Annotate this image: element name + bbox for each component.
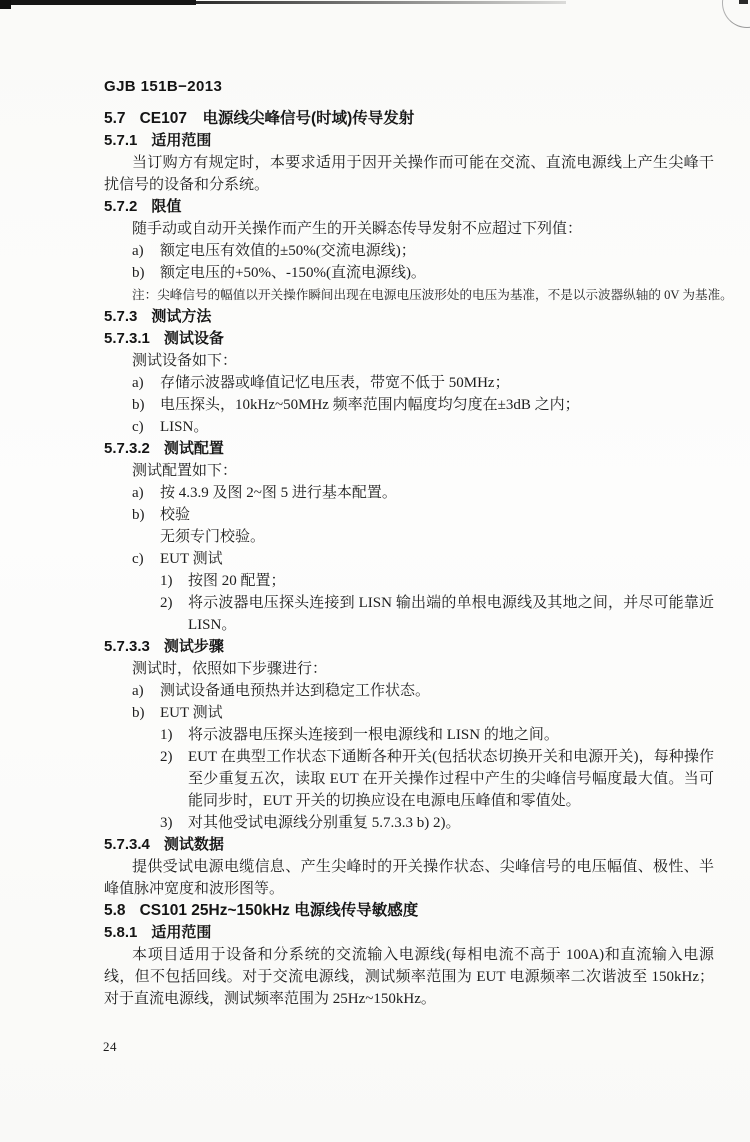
- heading-title: 限值: [151, 198, 182, 215]
- list-text: 额定电压有效值的±50%(交流电源线)；: [160, 243, 416, 259]
- section-heading: [104, 328, 714, 350]
- document-content: [104, 108, 733, 1010]
- heading-title: CE107 电源线尖峰信号(时域)传导发射: [139, 110, 415, 127]
- standard-code-header: GJB 151B−2013: [104, 78, 223, 95]
- body-paragraph: 随手动或自动开关操作而产生的开关瞬态传导发射不应超过下列值：: [132, 221, 583, 237]
- list-item: [104, 372, 714, 394]
- section-heading: [104, 900, 714, 922]
- list-marker: 1): [160, 573, 173, 589]
- list-item: [104, 548, 714, 570]
- list-marker: c): [132, 419, 144, 435]
- list-item: [104, 504, 714, 526]
- heading-number: 5.7.1: [104, 132, 138, 149]
- heading-title: 适用范围: [151, 132, 212, 149]
- list-item: [104, 394, 714, 416]
- list-text: 额定电压的+50%、-150%(直流电源线)。: [160, 265, 426, 281]
- list-item: [104, 416, 714, 438]
- list-marker: 2): [160, 749, 173, 765]
- body-paragraph: 提供受试电源电缆信息、产生尖峰时的开关操作状态、尖峰信号的电压幅值、极性、半峰值脉冲宽度和波形图等。: [104, 859, 714, 897]
- list-item: [104, 680, 714, 702]
- heading-number: 5.8.1: [104, 924, 138, 941]
- body-paragraph: 无须专门校验。: [160, 529, 266, 545]
- list-text: EUT 在典型工作状态下通断各种开关(包括状态切换开关和电源开关)，每种操作至少重复五次，读取 EUT 在开关操作过程中产生的尖峰信号幅度最大值。当可能同步时，EUT 开关的切换应设在电源电压峰值和零值处。: [188, 749, 714, 809]
- scan-edge-artifact: [0, 0, 196, 5]
- list-marker: 1): [160, 727, 173, 743]
- list-marker: b): [132, 507, 145, 523]
- section-heading: [104, 636, 714, 658]
- list-marker: a): [132, 375, 144, 391]
- heading-number: 5.7.3.2: [104, 440, 150, 457]
- sub-list-item: [104, 812, 714, 834]
- heading-number: 5.7.2: [104, 198, 138, 215]
- list-text: 按 4.3.9 及图 2~图 5 进行基本配置。: [160, 485, 397, 501]
- list-text: 将示波器电压探头连接到 LISN 输出端的单根电源线及其地之间，并尽可能靠近 LISN。: [188, 595, 714, 633]
- scan-edge-artifact: [196, 1, 566, 4]
- heading-title: 测试配置: [163, 440, 224, 457]
- body-paragraph: 测试时，依照如下步骤进行：: [132, 661, 328, 677]
- list-marker: 3): [160, 815, 173, 831]
- list-marker: b): [132, 265, 145, 281]
- list-marker: 2): [160, 595, 173, 611]
- heading-title: CS101 25Hz~150kHz 电源线传导敏感度: [139, 902, 419, 919]
- list-item: [104, 482, 714, 504]
- list-text: 电压探头，10kHz~50MHz 频率范围内幅度均匀度在±3dB 之内；: [160, 397, 580, 413]
- sub-list-item: [104, 724, 714, 746]
- list-text: EUT 测试: [160, 705, 223, 721]
- list-marker: a): [132, 683, 144, 699]
- heading-number: 5.8: [104, 902, 126, 919]
- list-text: 对其他受试电源线分别重复 5.7.3.3 b) 2)。: [188, 815, 461, 831]
- heading-number: 5.7: [104, 110, 126, 127]
- list-item: [104, 240, 714, 262]
- list-text: 存储示波器或峰值记忆电压表，带宽不低于 50MHz；: [160, 375, 510, 391]
- section-heading: [104, 438, 714, 460]
- body-paragraph: 测试设备如下：: [132, 353, 238, 369]
- heading-title: 测试设备: [163, 330, 224, 347]
- list-marker: a): [132, 485, 144, 501]
- list-item: [104, 262, 714, 284]
- body-paragraph: 当订购方有规定时，本要求适用于因开关操作而可能在交流、直流电源线上产生尖峰干扰信号的设备和分系统。: [104, 155, 714, 193]
- heading-title: 适用范围: [151, 924, 212, 941]
- section-heading: [104, 834, 714, 856]
- list-text: 按图 20 配置；: [188, 573, 286, 589]
- note-paragraph: 注：尖峰信号的幅值以开关操作瞬间出现在电源电压波形处的电压为基准，不是以示波器纵轴的 0V 为基准。: [132, 288, 733, 302]
- heading-title: 测试数据: [163, 836, 224, 853]
- list-text: 校验: [160, 507, 191, 523]
- section-heading: [104, 922, 714, 944]
- section-heading: [104, 108, 714, 130]
- list-marker: b): [132, 705, 145, 721]
- list-text: 测试设备通电预热并达到稳定工作状态。: [160, 683, 431, 699]
- sub-list-item: [104, 592, 714, 636]
- heading-number: 5.7.3.3: [104, 638, 150, 655]
- heading-number: 5.7.3: [104, 308, 138, 325]
- scan-edge-artifact: [0, 0, 11, 9]
- section-heading: [104, 306, 714, 328]
- list-text: EUT 测试: [160, 551, 223, 567]
- section-heading: [104, 130, 714, 152]
- sub-list-item: [104, 570, 714, 592]
- body-paragraph: 本项目适用于设备和分系统的交流输入电源线(每相电流不高于 100A)和直流输入电源线，但不包括回线。对于交流电源线，测试频率范围为 EUT 电源频率二次谐波至 150kHz；对于直流电源线，测试频率范围为 25Hz~150kHz。: [104, 947, 714, 1007]
- page-number: 24: [103, 1039, 117, 1054]
- section-heading: [104, 196, 714, 218]
- scan-corner-curl: [722, 0, 750, 28]
- list-marker: a): [132, 243, 144, 259]
- list-item: [104, 702, 714, 724]
- list-text: LISN。: [160, 419, 209, 435]
- list-marker: b): [132, 397, 145, 413]
- heading-number: 5.7.3.1: [104, 330, 150, 347]
- sub-list-item: [104, 746, 714, 812]
- list-marker: c): [132, 551, 144, 567]
- list-text: 将示波器电压探头连接到一根电源线和 LISN 的地之间。: [188, 727, 559, 743]
- heading-title: 测试方法: [151, 308, 212, 325]
- heading-number: 5.7.3.4: [104, 836, 150, 853]
- heading-title: 测试步骤: [163, 638, 224, 655]
- body-paragraph: 测试配置如下：: [132, 463, 238, 479]
